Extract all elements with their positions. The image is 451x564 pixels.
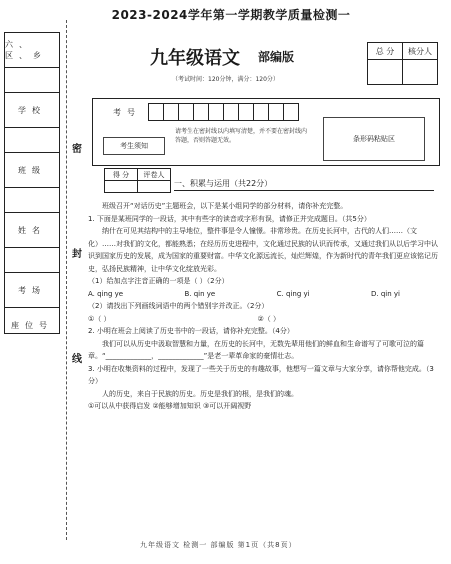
fix-blank-1[interactable]: ①（ ） (88, 314, 111, 323)
section-score-label: 得 分 (105, 169, 138, 181)
exam-number-digit[interactable] (193, 103, 209, 121)
section-divider (174, 190, 434, 191)
section-one-header (92, 168, 440, 194)
question-1-sub1: （1）给加点字注音正确的一项是（ ）（2分） (88, 277, 229, 285)
question-3-stem: 3. 小明在收集资料的过程中，发现了一些关于历史的有趣故事，他想写一篇文章与大家分享，请你帮他完成。（3分） (88, 364, 434, 385)
question-1-sub2: （2）请找出下列画线词语中的两个错别字并改正。（2分） (88, 302, 269, 310)
total-score-box (367, 42, 438, 85)
option-c[interactable]: C. qing yi (276, 289, 310, 298)
score-checker-label: 核分人 (403, 43, 438, 60)
school-field[interactable] (5, 128, 59, 153)
exam-number-digit[interactable] (223, 103, 239, 121)
seat-number-label: 座位号 (11, 321, 53, 330)
seal-dashed-line (66, 20, 67, 540)
student-info-column (4, 32, 60, 334)
examinee-notice-label: 考生须知 (103, 137, 165, 155)
intro-text: 班级召开“对话历史”主题班会，以下是某小组同学的部分材料，请你补充完整。 (102, 202, 348, 210)
question-1-options (88, 288, 440, 301)
name-field[interactable] (5, 248, 59, 273)
exam-info-box (92, 98, 440, 166)
exam-header-title: 2023-2024学年第一学期教学质量检测一 (111, 8, 351, 22)
exam-number-digit[interactable] (148, 103, 164, 121)
question-1-stem: 1. 下面是某班同学的一段话，其中有些字的读音或字形有误，请修正并完成题目。（共5分） (88, 214, 371, 223)
exam-room-label: 考场 (5, 273, 59, 308)
option-b[interactable]: B. qin ye (184, 289, 216, 298)
section-one-title: 一、积累与运用（共22分） (174, 179, 273, 188)
section-grader-table (104, 168, 171, 193)
exam-number-digit[interactable] (268, 103, 284, 121)
question-2-stem: 2. 小明在班会上阅读了历史书中的一段话，请你补充完整。（4分） (88, 327, 294, 335)
class-field[interactable] (5, 188, 59, 213)
barcode-area: 条形码粘贴区 (323, 117, 425, 161)
question-3-options: ①可以从中获得启发 ②能够增加知识 ③可以开阔视野 (88, 402, 252, 410)
total-score-cell[interactable] (368, 60, 403, 85)
name-label: 姓名 (5, 213, 59, 248)
exam-number-digit[interactable] (253, 103, 269, 121)
score-checker-cell[interactable] (403, 60, 438, 85)
question-1-passage: 纳什在可见其结构中的主导地位，整件事是令人憧憬。非常珍贵。在历史长河中，古代的人们……（文化）……对我们的文化，都能熟悉；在经历历史进程中，文化通过民族的认识而传承，又通过我们从以后学习中认识到国家历史的发展，成为国家的重要财富。中华文化源远流长，灿烂辉煌，作为新时代的青年我们更应该铭记历史，弘扬民族精神，让中华文化绽放光彩。 (88, 227, 438, 273)
seal-mark-xian: 线 (72, 354, 82, 365)
option-d[interactable]: D. qin yi (371, 289, 400, 298)
exam-time-info: （考试时间：120分钟，满分：120分） (172, 76, 279, 83)
total-score-label: 总 分 (368, 43, 403, 60)
exam-number-digit[interactable] (238, 103, 254, 121)
seal-mark-mi: 密 (72, 144, 82, 155)
examinee-notice-text: 请考生在密封线以内填写清楚，并不要在密封线内答题，否则答题无效。 (175, 128, 308, 144)
exam-number-digit[interactable] (163, 103, 179, 121)
school-label: 学校 (5, 93, 59, 128)
option-a[interactable]: A. qing ye (88, 289, 124, 298)
district-label: 六、区、乡 (5, 33, 59, 68)
edition-label: 部编版 (258, 50, 295, 64)
page-footer: 九年级语文 检测一 部编版 第1页（共8页） (140, 541, 297, 549)
question-2-text: 我们可以从历史中汲取智慧和力量，在历史的长河中，无数先辈用他们的鲜血和生命谱写了可歌可泣的篇章。“_____________，_____________”是老一辈革命家的豪情壮志。 (88, 339, 424, 360)
exam-number-digit[interactable] (283, 103, 299, 121)
section-grader-label: 评卷人 (138, 169, 171, 181)
section-score-cell[interactable] (105, 181, 138, 193)
exam-number-label: 考号 (113, 108, 141, 117)
exam-number-digit[interactable] (208, 103, 224, 121)
question-3-text: 人的历史，来自于民族的历史。历史是我们的根，是我们的魂。 (102, 389, 298, 398)
class-label: 班级 (5, 153, 59, 188)
exam-number-digit[interactable] (178, 103, 194, 121)
section-grader-cell[interactable] (138, 181, 171, 193)
question-1-fix-blanks (88, 313, 440, 326)
question-body (88, 200, 440, 413)
district-field[interactable] (5, 68, 59, 93)
seal-mark-feng: 封 (72, 249, 82, 260)
exam-number-grid[interactable] (149, 103, 299, 121)
subject-title: 九年级语文 (150, 48, 240, 69)
fix-blank-2[interactable]: ②（ ） (257, 314, 280, 323)
